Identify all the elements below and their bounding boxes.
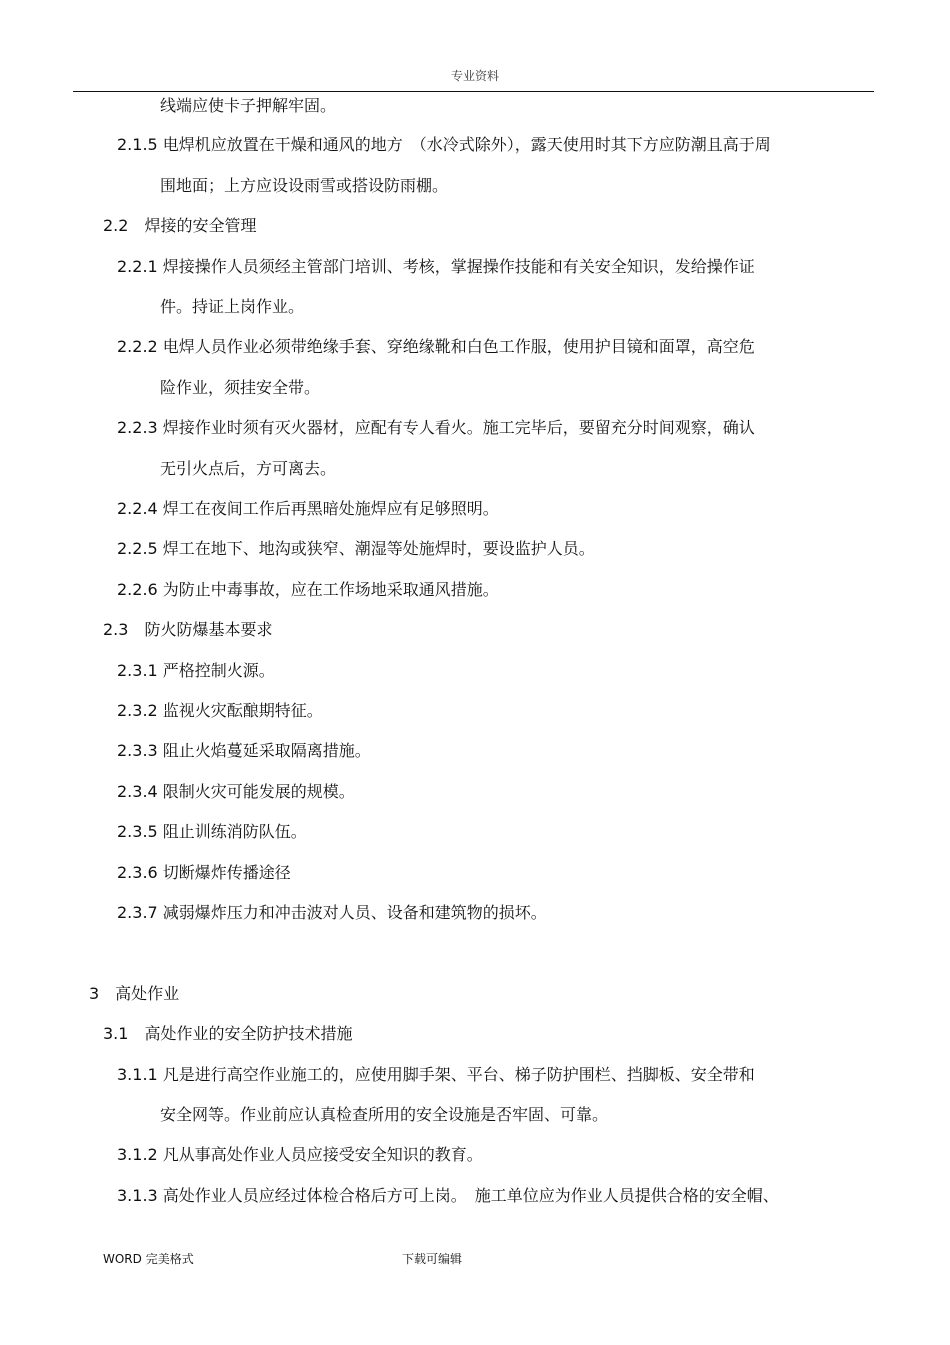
clause-3-1-2: 3.1.2 凡从事高处作业人员应接受安全知识的教育。 [117, 1145, 483, 1164]
clause-3-1-1: 3.1.1 凡是进行高空作业施工的，应使用脚手架、平台、梯子防护围栏、挡脚板、安全带和 [117, 1065, 755, 1084]
section-heading-2-3: 2.3 防火防爆基本要求 [103, 620, 273, 639]
header-rule [73, 91, 874, 92]
clause-2-3-6: 2.3.6 切断爆炸传播途径 [117, 863, 291, 882]
clause-3-1-3: 3.1.3 高处作业人员应经过体检合格后方可上岗。 施工单位应为作业人员提供合格的安全帽、 [117, 1186, 779, 1205]
footer-left-text: WORD 完美格式 [103, 1252, 194, 1266]
section-heading-2-2: 2.2 焊接的安全管理 [103, 216, 257, 235]
clause-2-3-5: 2.3.5 阻止训练消防队伍。 [117, 822, 307, 841]
clause-2-2-1: 2.2.1 焊接操作人员须经主管部门培训、考核，掌握操作技能和有关安全知识，发给操作证 [117, 257, 755, 276]
body-line: 线端应使卡子押解牢固。 [160, 96, 337, 115]
body-line: 安全网等。作业前应认真检查所用的安全设施是否牢固、可靠。 [160, 1105, 609, 1124]
clause-2-2-3: 2.2.3 焊接作业时须有灭火器材，应配有专人看火。施工完毕后，要留充分时间观察，确认 [117, 418, 755, 437]
clause-2-2-2: 2.2.2 电焊人员作业必须带绝缘手套、穿绝缘靴和白色工作服，使用护目镜和面罩，高空危 [117, 337, 755, 356]
clause-2-2-6: 2.2.6 为防止中毒事故，应在工作场地采取通风措施。 [117, 580, 499, 599]
body-line: 无引火点后，方可离去。 [160, 459, 337, 478]
clause-2-1-5: 2.1.5 电焊机应放置在干燥和通风的地方 （水冷式除外），露天使用时其下方应防潮且高于周 [117, 135, 771, 154]
clause-2-3-3: 2.3.3 阻止火焰蔓延采取隔离措施。 [117, 741, 371, 760]
clause-2-2-4: 2.2.4 焊工在夜间工作后再黑暗处施焊应有足够照明。 [117, 499, 499, 518]
clause-2-3-2: 2.3.2 监视火灾酝酿期特征。 [117, 701, 323, 720]
clause-2-3-7: 2.3.7 减弱爆炸压力和冲击波对人员、设备和建筑物的损坏。 [117, 903, 547, 922]
body-line: 件。持证上岗作业。 [160, 297, 305, 316]
clause-2-2-5: 2.2.5 焊工在地下、地沟或狭窄、潮湿等处施焊时，要设监护人员。 [117, 539, 595, 558]
clause-2-3-4: 2.3.4 限制火灾可能发展的规模。 [117, 782, 355, 801]
footer-center-text: 下载可编辑 [402, 1252, 463, 1266]
body-line: 围地面；上方应设设雨雪或搭设防雨棚。 [160, 176, 449, 195]
header-text: 专业资料 [450, 69, 499, 83]
clause-2-3-1: 2.3.1 严格控制火源。 [117, 661, 275, 680]
chapter-heading-3: 3 高处作业 [89, 984, 180, 1003]
body-line: 险作业，须挂安全带。 [160, 378, 321, 397]
section-heading-3-1: 3.1 高处作业的安全防护技术措施 [103, 1024, 353, 1043]
